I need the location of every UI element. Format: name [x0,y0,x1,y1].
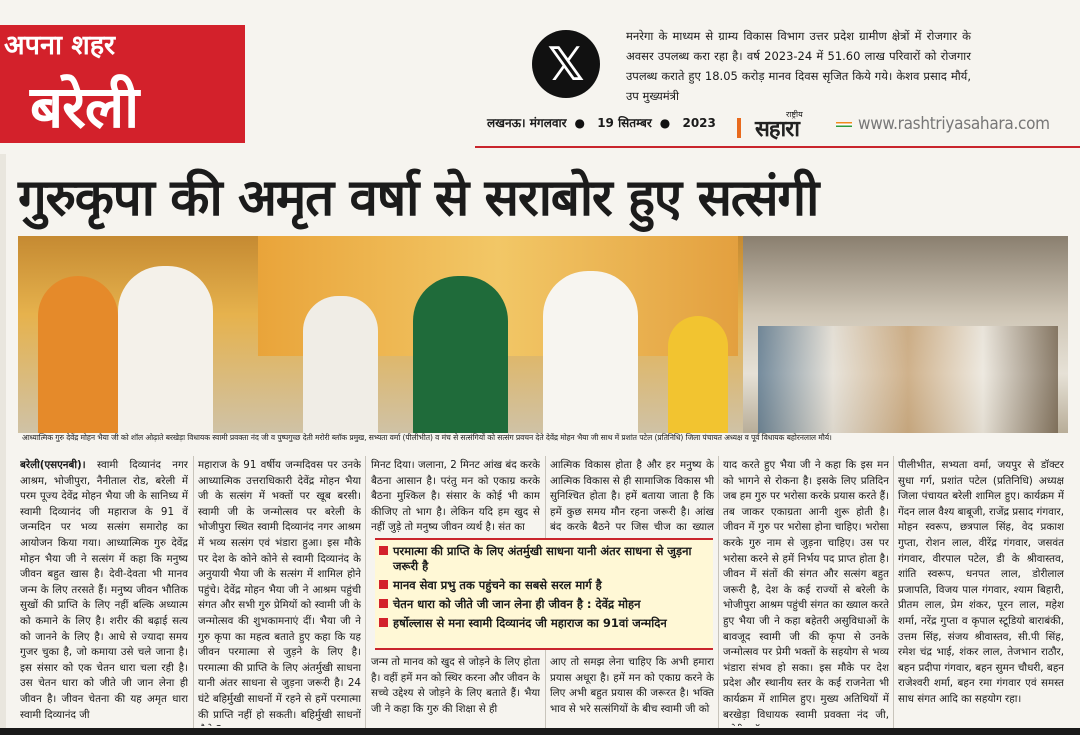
article-column-4-bottom: आए तो समझ लेना चाहिए कि अभी हमारा प्रयास अधूरा है। हमें मन को एकाग्र करने के लिए अभी बहुत प्रयास की जरूरत है। भक्ति भाव से भरे सत्संगियों के बीच स्वामी जी को [550,656,714,715]
column-divider [365,456,366,728]
article-column-1 [20,458,188,726]
flag-icon [836,122,852,127]
photo-person-green [413,276,508,433]
highlight-item: हर्षोल्लास से मना स्वामी दिव्यानंद जी महाराज का 91वां जन्मदिन [379,616,709,631]
article-text: स्वामी दिव्यानंद नगर आश्रम, भोजीपुरा, नैनीताल रोड, बरेली में परम पूज्य देवेंद्र मोहन भैया जी के सानिध्य में स्वामी दिव्यानंद जी महाराज के 91 वें जन्मदिन पर भव्य सत्संग समारोह का आयोजन किया गया। आध्यात्मिक गुरु देवेंद्र मोहन भैया जी ने सत्संग में कहा कि मनुष्य जीवन बहुत खास है। देवी-देवता भी मानव जन्म के लिए तरसते हैं। मनुष्य जीवन भौतिक सुखों की प्राप्ति के लिए नहीं बल्कि अध्यात्म को कमाने के लिए है। शरीर की बढ़ाई सत्य को जानने के लिए है। आधे से ज्यादा समय गुजर चुका है, जो कमाया उसे चले जाना है। इस संसार को एक चेतन धारा चला रही है। उस चेतन धारा को जीते जी जान लेना ही जीवन है। जीवन चेतना की यह अमृत धारा स्वामी दिव्यानंद जी [20,459,188,721]
page-margin [0,154,6,735]
minister-quote: मनरेगा के माध्यम से ग्राम्य विकास विभाग उत्तर प्रदेश ग्रामीण क्षेत्रों में रोजगार के अवसर उपलब्ध करा रहा है। वर्ष 2023-24 में 51.60 लाख परिवारों को रोजगार उपलब्ध कराते हुए 18.05 करोड़ मानव दिवस सृजित किये गये। केशव प्रसाद मौर्य, उप मुख्यमंत्री [626,29,971,103]
photo-caption: आध्यात्मिक गुरु देवेंद्र मोहन भैया जी को शॉल ओढ़ाते बरखेड़ा विधायक स्वामी प्रवक्ता नंद जी व पुष्पगुच्छ देती मरोरी ब्लॉक प्रमुख, सभ्यता वर्मा (पीलीभीत) व मंच से सत्संगियों को सत्संग प्रवचन देते देवेंद्र मोहन भैया जी साथ में प्रशांत पटेल (प्रतिनिधि) जिला पंचायत अध्यक्ष व पूर्व विधायक बहोरनलाल मौर्य। [22,433,832,442]
x-logo-icon: 𝕏 [532,30,600,98]
column-divider [718,456,719,728]
article-column-4-top: आत्मिक विकास होता है और हर मनुष्य के आत्मिक विकास से ही सामाजिक विकास भी सुनिश्चित होता है। हमें बताया जाता है कि हमें कुछ समय मौन रहना जरूरी है। आंख बंद करके बैठने पर जिस चीज का ख्याल [550,459,714,534]
photo-person-white-2 [303,296,378,433]
article-column-3-top: मिनट दिया। जलाना, 2 मिनट आंख बंद करके बैठना आसान है। परंतु मन को एकाग्र करके बैठना मुश्किल है। संसार के कोई भी काम कीजिए तो भाग है। लेकिन यदि हम खुद से नहीं जुड़े तो मनुष्य जीवन व्यर्थ है। संत का [371,459,540,534]
dateline-city-day: लखनऊ। मंगलवार [487,116,567,130]
highlight-item: चेतन धारा को जीते जी जान लेना ही जीवन है : देवेंद्र मोहन [379,597,709,612]
photo-person-white-1 [118,266,213,433]
city-section-label: अपना शहर [4,30,116,61]
photo-person-speaker [543,271,638,433]
column-divider [193,456,194,728]
masthead-divider [475,146,1080,148]
photo-crowd-front [758,326,1058,433]
dateline-year: 2023 [682,116,716,130]
photo-person-saffron [38,276,118,433]
highlight-item: परमात्मा की प्राप्ति के लिए अंतर्मुखी साधना यानी अंतर साधना से जुड़ना जरूरी है [379,544,709,574]
dateline: लखनऊ। मंगलवार ● 19 सितम्बर ● 2023 [487,116,716,130]
article-column-6: पीलीभीत, सभ्यता वर्मा, जयपुर से डॉक्टर सुधा गर्ग, प्रशांत पटेल (प्रतिनिधि) अध्यक्ष जिला पंचायत बरेली शामिल हुए। कार्यक्रम में गेंदन लाल वैश्य बाबूजी, राजेंद्र प्रसाद गंगवार, मोहन स्वरूप, छत्रपाल सिंह, वेद प्रकाश गुप्ता, रोशन लाल, वीरेंद्र गंगवार, जसवंत गंगवार, वीरपाल पटेल, डी के श्रीवास्तव, शांति स्वरूप, धनपत लाल, डोरीलाल प्रजापति, विजय पाल गंगवार, श्याम बिहारी, प्रीतम लाल, प्रेम शंकर, पूरन लाल, महेश शर्मा, नरेंद्र गुप्ता व कृपाल स्टूडियो बाराबंकी, उत्तम सिंह, संजय श्रीवास्तव, सी.पी सिंह, रमेश चंद्र भाई, शंकर लाल, तेजभान राठौर, बहन प्रदीपा गंगवार, बहन सुमन चौधरी, बहन राजेश्वरी शर्मा, बहन रमा गंगवार एवं समस्त साध संगत आदि का सहयोग रहा। [898,459,1064,705]
brand-tagline: राष्ट्रीय [786,110,803,119]
column-divider [893,456,894,728]
city-section-banner [0,25,245,143]
article-column-5: याद करते हुए भैया जी ने कहा कि इस मन को भागने से रोकना है। इसके लिए प्रतिदिन जब हम गुरु पर भरोसा करके प्रयास करते हैं। तब जाकर एकाग्रता आनी शुरू होती है। जीवन में गुरु पर भरोसा होना चाहिए। भरोसा करके गुरु नाम से जुड़ना चाहिए। उस पर भरोसा करने से हमें निर्भय पद प्राप्त होता है। जीवन में संतों की संगत और सत्संग बहुत जरूरी है, देश के कई राज्यों से बरेली के भोजीपुरा आश्रम पहुंची संगत का ख्याल करते हुए भैया जी ने कहा बहेतरी असुविधाओं के बावजूद स्वामी जी की कृपा से उनके जन्मोत्सव पर प्रेमी भक्तों के सहयोग से भव्य भंडारा संभव हो सका। इस मौके पर देश प्रदेश और स्थानीय स्तर के कई राजनेता भी कार्यक्रम में शामिल हुए। मुख्य अतिथियों में बरखेड़ा विधायक स्वामी प्रवक्ता नंद जी, [723,459,889,721]
website-link[interactable]: www.rashtriyasahara.com [858,114,1050,134]
article-dateline: बरेली(एसएनबी)। [20,459,86,471]
brand-accent-bar [737,118,741,138]
page-bottom-edge [0,728,1080,735]
article-column-2: महाराज के 91 वर्षीय जन्मदिवस पर उनके आध्यात्मिक उत्तराधिकारी देवेंद्र मोहन भैया जी के सत्संग में भक्तों पर खूब बरसी। स्वामी जी के जन्मोत्सव पर बरेली के भोजीपुरा स्थित स्वामी दिव्यानंद नगर आश्रम में भव्य सत्संग एवं भंडारा हुआ। इस मौके पर देश के कोने कोने से स्वामी दिव्यानंद के अनुयायी भैया जी के सत्संग में शामिल होने पहुंचे। देवेंद्र मोहन भैया जी ने आश्रम पहुंची संगत और सभी गुरु प्रेमियों को स्वामी जी के जन्मोत्सव की शुभकामनाएं दीं। भैया जी ने गुरु कृपा का महत्व बताते हुए कहा कि यह जीवन परमात्मा से जुड़ने के लिए है। परमात्मा की प्राप्ति के लिए अंतर्मुखी साधना यानी अंतर साधना से जुड़ना जरूरी है। 24 घंटे बहिर्मुखी साधनों में रहने से हमें परमात्मा की प्राप्ति नहीं हो सकती। बहिर्मुखी साधनों [198,459,361,721]
highlight-item: मानव सेवा प्रभु तक पहुंचने का सबसे सरल मार्ग है [379,578,709,593]
city-name: बरेली [30,73,139,141]
highlights-box [375,538,713,650]
photo-person-yellow [668,316,728,433]
article-photo [18,236,1068,433]
article-headline: गुरुकृपा की अमृत वर्षा से सराबोर हुए सत्संगी [18,169,819,228]
article-column-3-bottom: जन्म तो मानव को खुद से जोड़ने के लिए होता है। वहीं हमें मन को स्थिर करना और जीवन के सच्चे उद्देश्य से जोड़ने के लिए बताते हैं। भैया जी ने कहा कि गुरु की शिक्षा से ही [371,656,540,715]
newspaper-brand: सहारा [755,117,799,142]
dateline-date: 19 सितम्बर [597,116,652,130]
